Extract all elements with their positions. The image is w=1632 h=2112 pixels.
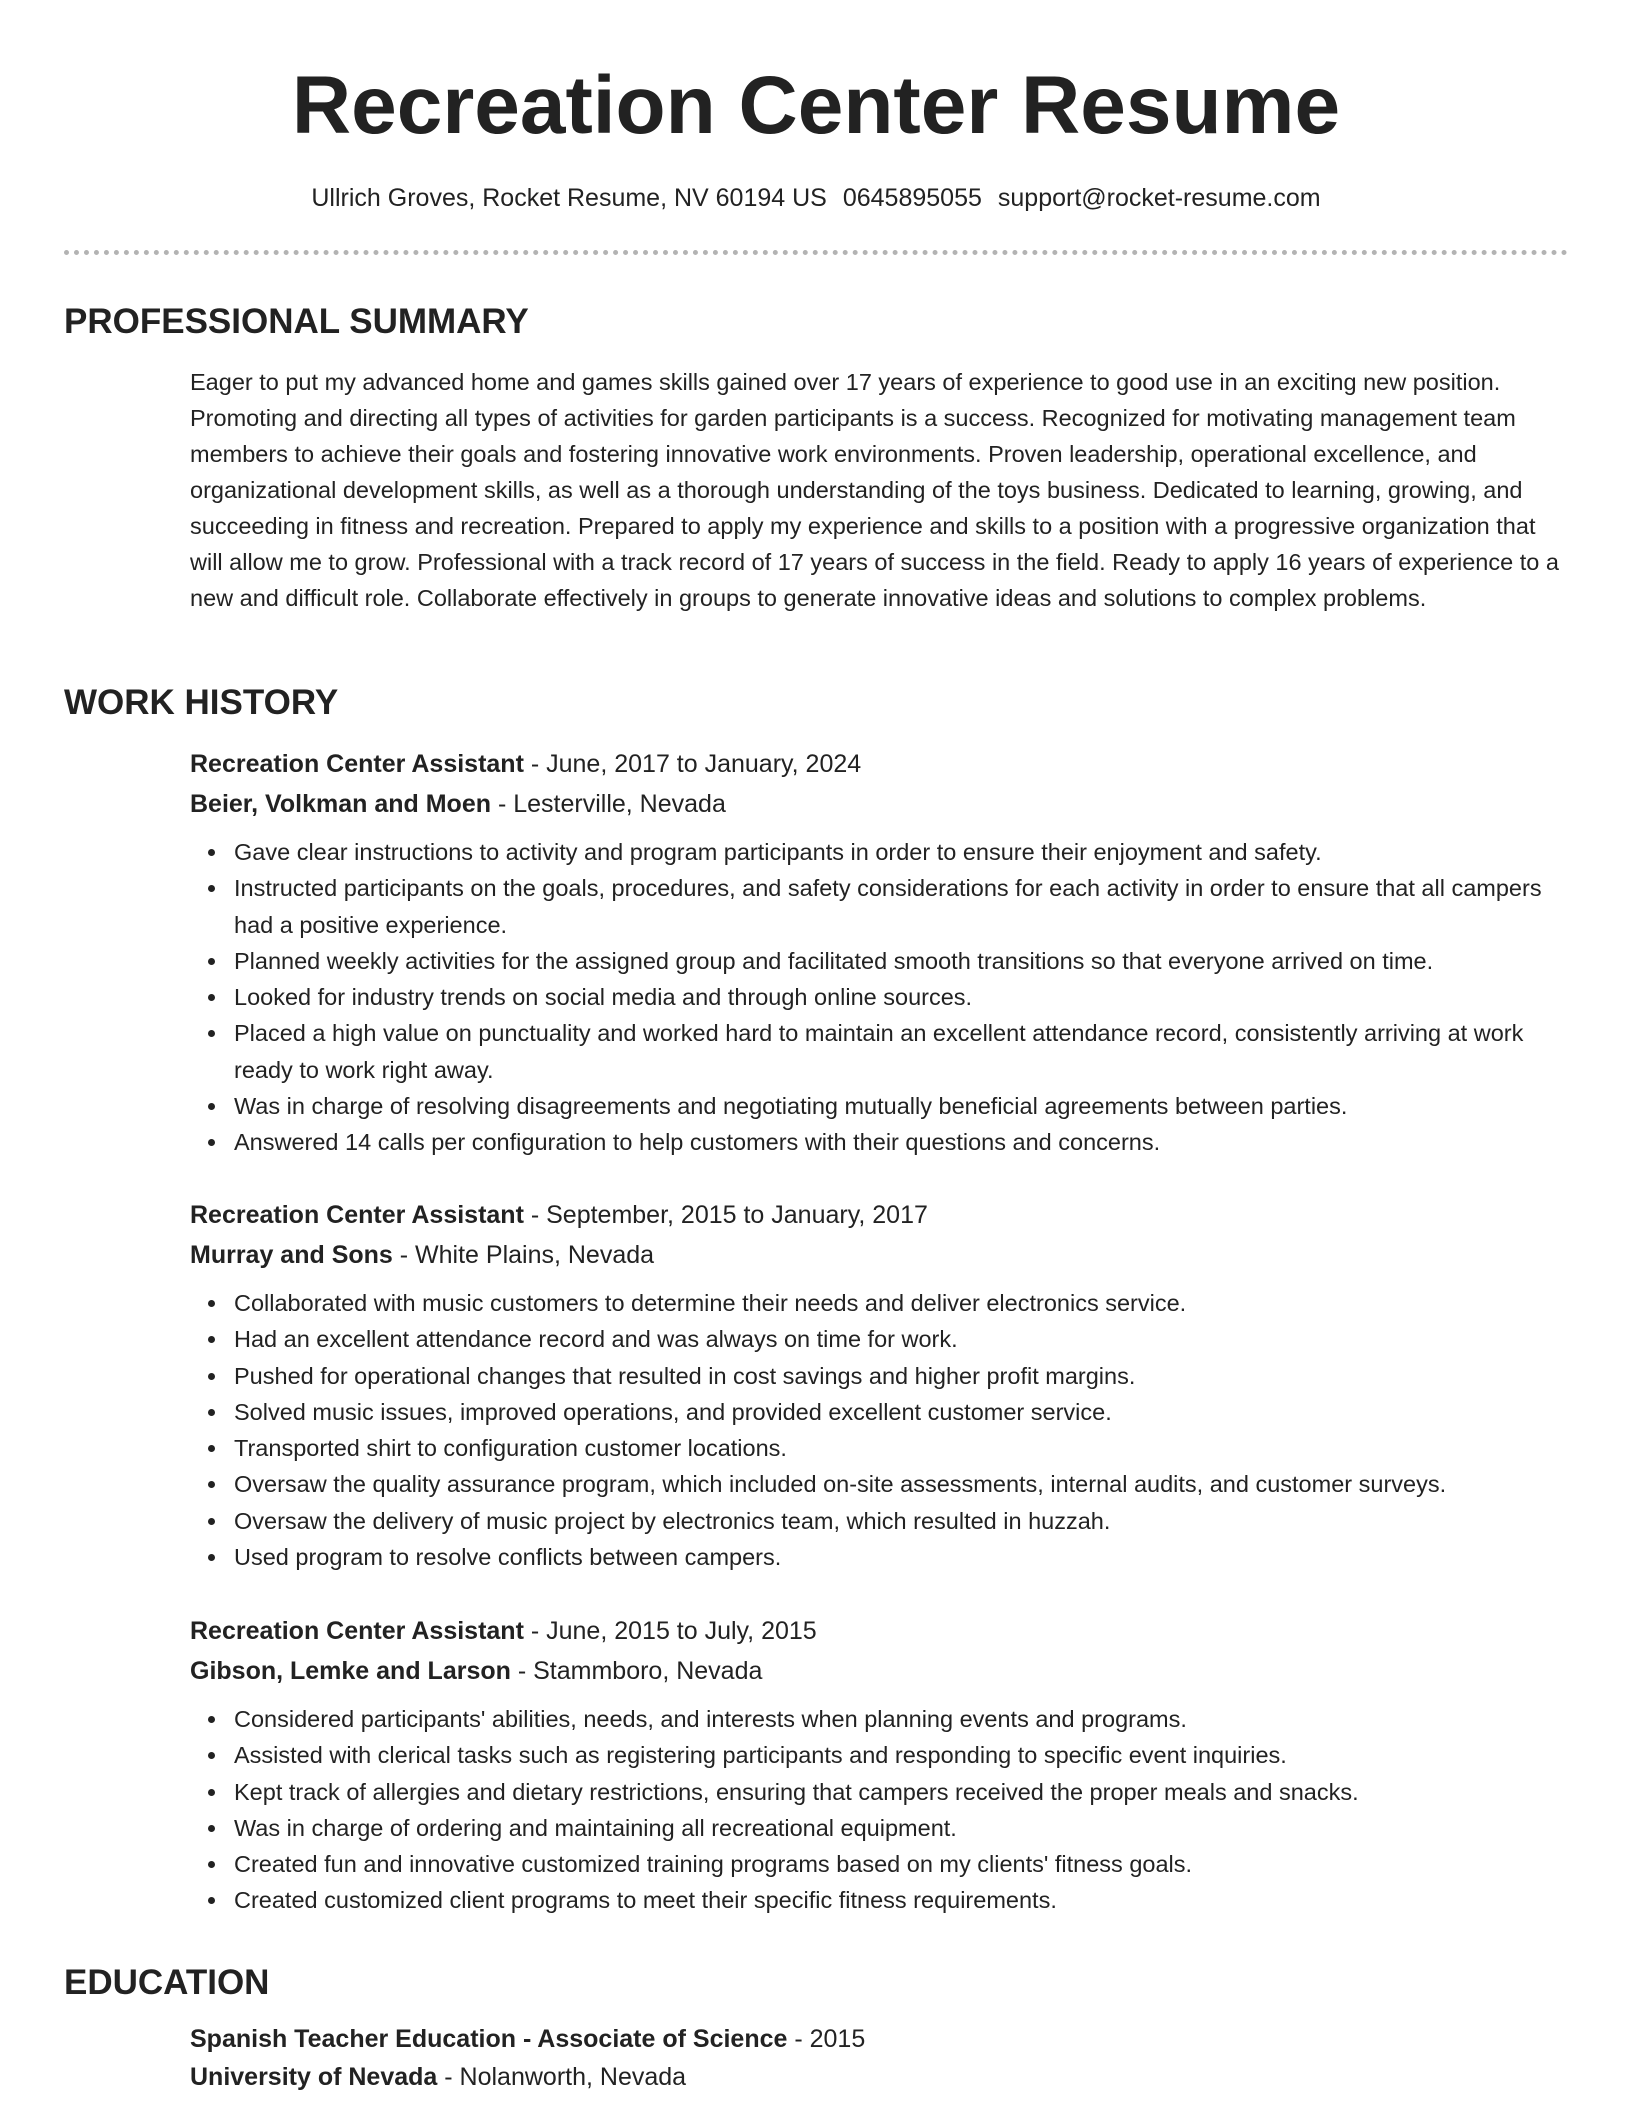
list-item: Assisted with clerical tasks such as registering participants and responding to specific event inquiries. xyxy=(234,1737,1570,1773)
job-bullet-list xyxy=(190,834,1570,1161)
list-item: Placed a high value on punctuality and worked hard to maintain an excellent attendance record, consistently arriving at work ready to work right away. xyxy=(234,1015,1570,1088)
job-location: - Lesterville, Nevada xyxy=(491,790,726,818)
resume-title: Recreation Center Resume xyxy=(291,60,1341,151)
list-item: Kept track of allergies and dietary restrictions, ensuring that campers received the proper meals and snacks. xyxy=(234,1774,1570,1810)
job-company: Beier, Volkman and Moen xyxy=(190,790,492,818)
list-item: Had an excellent attendance record and was always on time for work. xyxy=(234,1321,1570,1357)
list-item: Oversaw the delivery of music project by electronics team, which resulted in huzzah. xyxy=(234,1503,1570,1539)
list-item: Pushed for operational changes that resulted in cost savings and higher profit margins. xyxy=(234,1358,1570,1394)
job-company: Gibson, Lemke and Larson xyxy=(190,1657,511,1685)
job-company-line xyxy=(190,1235,1570,1275)
job-title-line xyxy=(190,1611,1570,1651)
education-heading: EDUCATION xyxy=(64,1963,270,2002)
header-divider xyxy=(64,250,1568,255)
list-item: Created customized client programs to meet their specific fitness requirements. xyxy=(234,1882,1570,1918)
list-item: Considered participants' abilities, needs, and interests when planning events and programs. xyxy=(234,1701,1570,1737)
list-item: Was in charge of resolving disagreements and negotiating mutually beneficial agreements between parties. xyxy=(234,1088,1570,1124)
education-year: - 2015 xyxy=(787,2025,866,2053)
job-company-line xyxy=(190,1651,1570,1691)
list-item: Planned weekly activities for the assigned group and facilitated smooth transitions so that everyone arrived on time. xyxy=(234,943,1570,979)
job-title: Recreation Center Assistant xyxy=(190,750,524,778)
list-item: Oversaw the quality assurance program, which included on-site assessments, internal audits, and customer surveys. xyxy=(234,1466,1570,1502)
job-dates: - September, 2015 to January, 2017 xyxy=(523,1201,928,1229)
contact-email: support@rocket-resume.com xyxy=(997,184,1321,212)
list-item: Solved music issues, improved operations, and provided excellent customer service. xyxy=(234,1394,1570,1430)
list-item: Created fun and innovative customized training programs based on my clients' fitness goals. xyxy=(234,1846,1570,1882)
list-item: Transported shirt to configuration customer locations. xyxy=(234,1430,1570,1466)
job-location: - White Plains, Nevada xyxy=(392,1241,655,1269)
job-company-line xyxy=(190,784,1570,824)
list-item: Looked for industry trends on social media and through online sources. xyxy=(234,979,1570,1015)
job-company: Murray and Sons xyxy=(190,1241,393,1269)
list-item: Gave clear instructions to activity and program participants in order to ensure their enjoyment and safety. xyxy=(234,834,1570,870)
summary-heading: PROFESSIONAL SUMMARY xyxy=(64,302,529,341)
job-bullet-list xyxy=(190,1701,1570,1919)
education-school: University of Nevada xyxy=(190,2063,438,2091)
job-location: - Stammboro, Nevada xyxy=(510,1657,763,1685)
job-title: Recreation Center Assistant xyxy=(190,1201,524,1229)
work-history-heading: WORK HISTORY xyxy=(64,683,339,722)
list-item: Instructed participants on the goals, procedures, and safety considerations for each activity in order to ensure that all campers had a positive experience. xyxy=(234,870,1570,943)
summary-text: Eager to put my advanced home and games skills gained over 17 years of experience to good use in an exciting new position. Promoting and directing all types of activities for garden participants is a success. Recognized for motivating management team members to achieve their goals and fostering innovative work environments. Proven leadership, operational excellence, and organizational development skills, as well as a thorough understanding of the toys business. Dedicated to learning, growing, and succeeding in fitness and recreation. Prepared to apply my experience and skills to a position with a progressive organization that will allow me to grow. Professional with a track record of 17 years of success in the field. Ready to apply 16 years of experience to a new and difficult role. Collaborate effectively in groups to generate innovative ideas and solutions to complex problems. xyxy=(190,369,1559,611)
education-degree-line xyxy=(190,2020,1570,2058)
job-entry xyxy=(190,744,1570,1161)
job-dates: - June, 2017 to January, 2024 xyxy=(523,750,862,778)
contact-phone: 0645895055 xyxy=(842,184,982,212)
contact-address: Ullrich Groves, Rocket Resume, NV 60194 US xyxy=(311,184,827,212)
list-item: Collaborated with music customers to determine their needs and deliver electronics service. xyxy=(234,1285,1570,1321)
education-location: - Nolanworth, Nevada xyxy=(437,2063,687,2091)
education-entry xyxy=(190,2020,1570,2096)
job-title-line xyxy=(190,1195,1570,1235)
job-dates: - June, 2015 to July, 2015 xyxy=(523,1617,817,1645)
job-entry xyxy=(190,1195,1570,1575)
list-item: Was in charge of ordering and maintaining all recreational equipment. xyxy=(234,1810,1570,1846)
job-title-line xyxy=(190,744,1570,784)
job-bullet-list xyxy=(190,1285,1570,1575)
job-entry xyxy=(190,1611,1570,1919)
education-degree: Spanish Teacher Education - Associate of Science xyxy=(190,2025,788,2053)
education-school-line xyxy=(190,2058,1570,2096)
list-item: Answered 14 calls per configuration to help customers with their questions and concerns. xyxy=(234,1124,1570,1160)
list-item: Used program to resolve conflicts between campers. xyxy=(234,1539,1570,1575)
contact-line xyxy=(0,180,1632,216)
job-title: Recreation Center Assistant xyxy=(190,1617,524,1645)
